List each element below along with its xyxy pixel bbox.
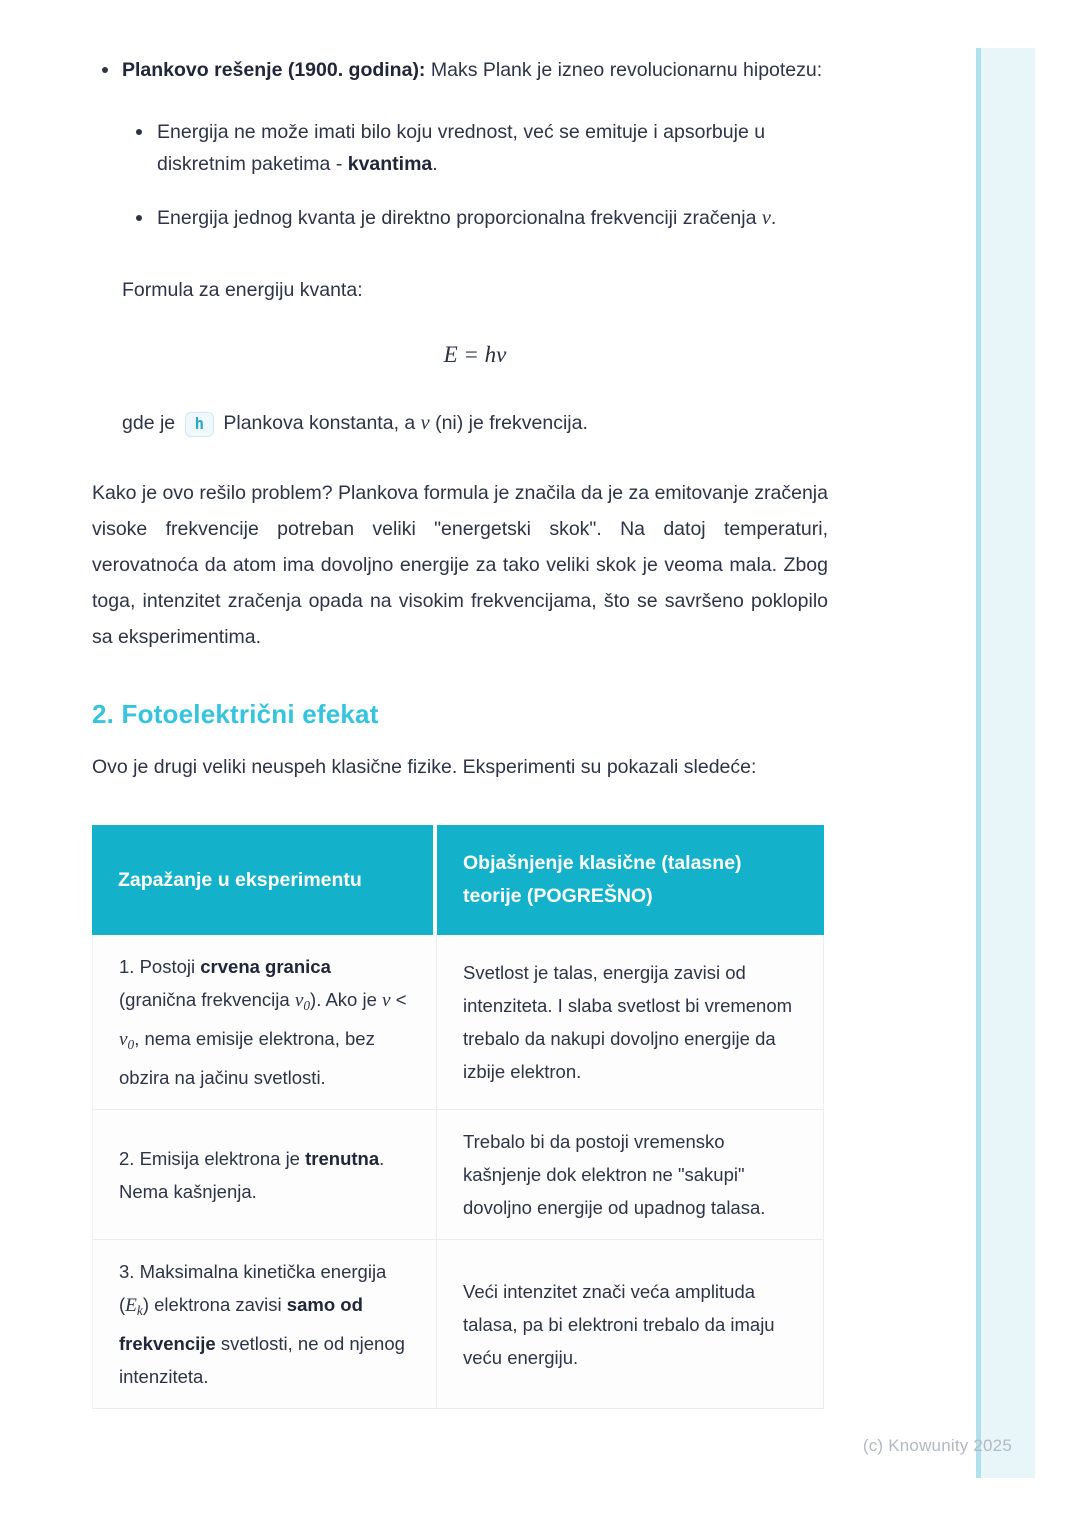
section-heading-fotoelektricni-efekat: 2. Fotoelektrični efekat — [92, 699, 379, 729]
table-header-zapazanje: Zapažanje u eksperimentu — [92, 825, 437, 935]
copyright-watermark: (c) Knowunity 2025 — [862, 1436, 1012, 1455]
formula-label: Formula za energiju kvanta: — [122, 279, 363, 301]
decorative-side-bar — [976, 48, 1035, 1478]
paragraph-section-intro: Ovo je drugi veliki neuspeh klasične fizike. Eksperimenti su pokazali sledeće: — [92, 756, 757, 778]
formula-e-hv: E = hv — [443, 342, 507, 367]
table-cell-observation-1: 1. Postoji crvena granica (granična frekvencija $v_0$). Ako je $v < v_0$, nema emisije elektrona, bez obzira na jačinu svetlosti. — [92, 935, 437, 1110]
table-header-objasnjenje: Objašnjenje klasične (talasne) teorije (POGREŠNO) — [437, 825, 824, 935]
table-cell-explanation-1: Svetlost je talas, energija zavisi od intenziteta. I slaba svetlost bi vremenom trebalo da nakupi dovoljno energije da izbije elektron. — [437, 935, 824, 1110]
document-content — [92, 44, 828, 1409]
table-row — [92, 1110, 824, 1240]
table-cell-observation-3: 3. Maksimalna kinetička energija $(E_k)$ elektrona zavisi samo od frekvencije svetlosti, ne od njenog intenziteta. — [92, 1240, 437, 1409]
bullet-list-level2 — [127, 116, 828, 234]
table-cell-observation-2: 2. Emisija elektrona je trenutna. Nema kašnjenja. — [92, 1110, 437, 1240]
table-header-row — [92, 825, 824, 935]
table-row — [92, 935, 824, 1110]
table-row — [92, 1240, 824, 1409]
formula-where-line: gde je h Plankova konstanta, a v (ni) je frekvencija. — [122, 406, 828, 441]
bullet-energija-frekvencija: Energija jednog kvanta je direktno proporcionalna frekvenciji zračenja v. — [127, 202, 828, 234]
paragraph-kako-je-ovo-resilo: Kako je ovo rešilo problem? Plankova formula je značila da je za emitovanje zračenja visoke frekvencije potreban veliki "energetski skok". Na datoj temperaturi, verovatnoća da atom ima dovoljno energije za tako veliki skok je veoma mala. Zbog toga, intenzitet zračenja opada na visokim frekvencijama, što se savršeno poklopilo sa eksperimentima. — [92, 482, 828, 648]
table-cell-explanation-2: Trebalo bi da postoji vremensko kašnjenje dok elektron ne "sakupi" dovoljno energije od upadnog talasa. — [437, 1110, 824, 1240]
table-cell-explanation-3: Veći intenzitet znači veća amplituda talasa, pa bi elektroni trebalo da imaju veću energiju. — [437, 1240, 824, 1409]
bullet-plankovo-resenje: Plankovo rešenje (1900. godina): Maks Plank je izneo revolucionarnu hipotezu: — [92, 54, 828, 86]
bullet-list-level1 — [92, 54, 828, 86]
bullet-energija-kvanti: Energija ne može imati bilo koju vrednost, već se emituje i apsorbuje u diskretnim paketima - kvantima. — [127, 116, 828, 180]
experiment-table — [92, 825, 824, 1409]
